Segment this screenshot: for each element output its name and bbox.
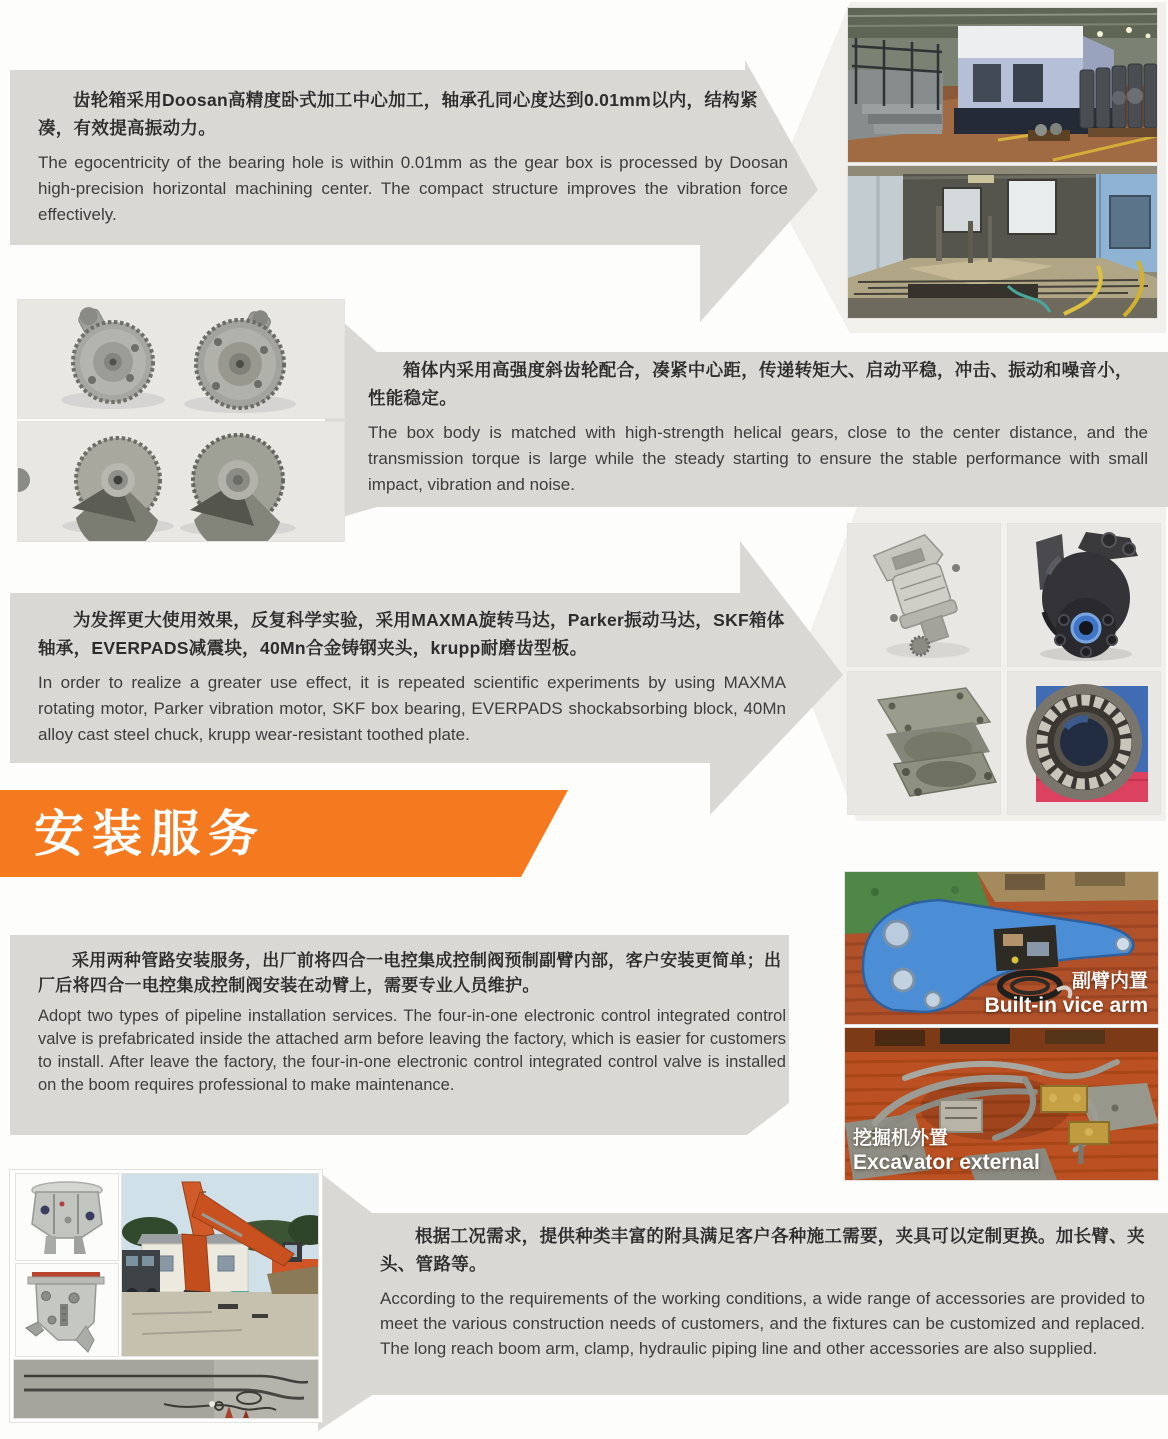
photo-roller-bearing — [1008, 672, 1160, 814]
section-components-text — [38, 606, 786, 748]
gearbox-text-cn: 齿轮箱采用Doosan高精度卧式加工中心加工，轴承孔同心度达到0.01mm以内，结构紧凑，有效提高振动力。 — [38, 90, 758, 138]
photo-machining-exterior — [848, 8, 1157, 162]
photo-rotary-motor — [848, 524, 1000, 666]
photo-shock-pads — [848, 672, 1000, 814]
section-gearbox-text — [38, 86, 788, 228]
photo-built-in-vice-arm — [845, 872, 1158, 1024]
photo-long-reach-excavator — [122, 1174, 318, 1356]
photo-machining-interior — [848, 166, 1157, 318]
gearbox-text-en: The egocentricity of the bearing hole is within 0.01mm as the gear box is processed by Doosan high-precision horizontal machining center. The compact structure improves the vibration force effectively. — [38, 153, 788, 224]
section-gears-text — [368, 356, 1148, 498]
installation-text-en: Adopt two types of pipeline installation services. The four-in-one electronic control integrated control valve is prefabricated inside the attached arm before leaving the factory, which is easier for customers to install. After leave the factory, the four-in-one electronic control integrated control valve is installed on the boom requires professional to make maintenance. — [38, 1007, 786, 1094]
excavator-label-en: Excavator external — [853, 1151, 1040, 1174]
installation-text-cn: 采用两种管路安装服务，出厂前将四合一电控集成控制阀预制副臂内部，客户安装更简单；出厂后将四合一电控集成控制阀安装在动臂上，需要专业人员维护。 — [38, 951, 782, 995]
accessories-photo-collage — [10, 1170, 322, 1422]
excavator-label-cn: 挖掘机外置 — [853, 1128, 949, 1149]
accessories-text-en: According to the requirements of the working conditions, a wide range of accessories are provided to meet the various construction needs of customers, and the fixtures can be customized and replaced. The long reach boom arm, clamp, hydraulic piping line and other accessories are also supplied. — [380, 1289, 1145, 1358]
components-text-en: In order to realize a greater use effect, it is repeated scientific experiments by using MAXMA rotating motor, Parker vibration motor, SKF box bearing, EVERPADS shockabsorbing block, 40Mn alloy cast steel chuck, krupp wear-resistant toothed plate. — [38, 673, 786, 744]
vice-arm-label-cn: 副臂内置 — [1071, 971, 1148, 992]
vice-arm-label-en: Built-in vice arm — [984, 994, 1148, 1017]
components-text-cn: 为发挥更大使用效果，反复科学实验，采用MAXMA旋转马达，Parker振动马达，SKF箱体轴承，EVERPADS减震块，40Mn合金铸钢夹头，krupp耐磨齿型板。 — [38, 610, 785, 658]
photo-eccentric-gears — [18, 422, 344, 541]
section-installation-text — [38, 948, 786, 1097]
photo-clamp-render-1 — [16, 1174, 118, 1260]
installation-banner — [0, 790, 575, 877]
photo-excavator-external — [845, 1028, 1158, 1180]
vice-arm-label — [985, 970, 1148, 1018]
gears-text-cn: 箱体内采用高强度斜齿轮配合，凑紧中心距，传递转矩大、启动平稳，冲击、振动和噪音小，性能稳定。 — [368, 360, 1133, 408]
gears-text-en: The box body is matched with high-strength helical gears, close to the center distance, and the transmission torque is large while the steady starting to ensure the stable performance with small impact, vibration and noise. — [368, 423, 1148, 494]
banner-title: 安装服务 — [34, 806, 266, 862]
section-accessories-text — [380, 1222, 1145, 1361]
photo-vibration-motor — [1008, 524, 1160, 666]
accessories-text-cn: 根据工况需求，提供种类丰富的附具满足客户各种施工需要，夹具可以定制更换。加长臂、夹头、管路等。 — [380, 1226, 1145, 1274]
photo-clamp-render-2 — [16, 1264, 118, 1356]
photo-helical-gears — [18, 300, 344, 418]
photo-hydraulic-piping — [14, 1360, 318, 1418]
